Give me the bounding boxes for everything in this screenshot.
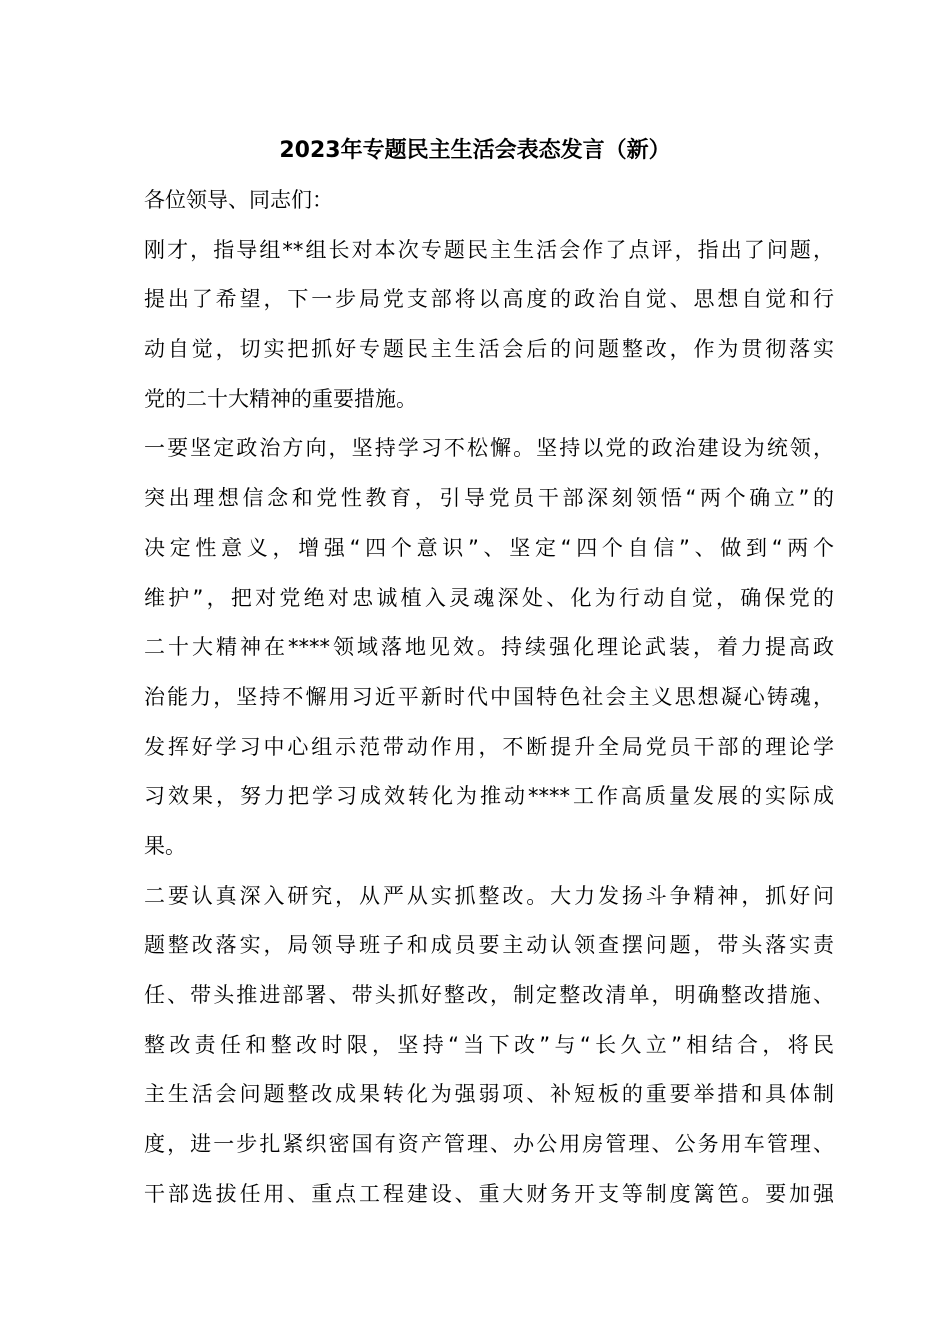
document-title: 2023年专题民主生活会表态发言（新） bbox=[279, 138, 671, 163]
paragraph-3-line-5: 主生活会问题整改成果转化为强弱项、补短板的重要举措和具体制 bbox=[144, 1082, 834, 1107]
paragraph-2-line-8: 习效果，努力把学习成效转化为推动****工作高质量发展的实际成 bbox=[144, 784, 834, 809]
document-body bbox=[144, 176, 834, 1219]
paragraph-1-line-4: 党的二十大精神的重要措施。 bbox=[144, 386, 417, 411]
paragraph-1-line-2: 提出了希望，下一步局党支部将以高度的政治自觉、思想自觉和行 bbox=[144, 287, 834, 312]
paragraph-2-line-3: 决定性意义，增强“四个意识”、坚定“四个自信”、做到“两个 bbox=[144, 535, 834, 560]
paragraph-3-line-3: 任、带头推进部署、带头抓好整改，制定整改清单，明确整改措施、 bbox=[144, 983, 834, 1007]
paragraph-3-line-7: 干部选拔任用、重点工程建设、重大财务开支等制度篱笆。要加强 bbox=[144, 1181, 834, 1206]
paragraph-2-line-4: 维护”，把对党绝对忠诚植入灵魂深处、化为行动自觉，确保党的 bbox=[144, 585, 834, 610]
paragraph-2-line-2: 突出理想信念和党性教育，引导党员干部深刻领悟“两个确立”的 bbox=[144, 486, 834, 511]
paragraph-1-line-1: 刚才，指导组**组长对本次专题民主生活会作了点评，指出了问题， bbox=[144, 237, 834, 262]
paragraph-2-line-5: 二十大精神在****领域落地见效。持续强化理论武装，着力提高政 bbox=[144, 635, 834, 660]
paragraph-3-line-6: 度，进一步扎紧织密国有资产管理、办公用房管理、公务用车管理、 bbox=[144, 1132, 834, 1157]
paragraph-2-line-9: 果。 bbox=[144, 833, 186, 858]
paragraph-2-line-7: 发挥好学习中心组示范带动作用，不断提升全局党员干部的理论学 bbox=[144, 734, 834, 759]
paragraph-2-line-1: 一要坚定政治方向，坚持学习不松懈。坚持以党的政治建设为统领， bbox=[144, 436, 834, 461]
paragraph-3-line-1: 二要认真深入研究，从严从实抓整改。大力发扬斗争精神，抓好问 bbox=[144, 883, 834, 908]
paragraph-3-line-2: 题整改落实，局领导班子和成员要主动认领查摆问题，带头落实责 bbox=[144, 933, 834, 958]
paragraph-2-line-6: 治能力，坚持不懈用习近平新时代中国特色社会主义思想凝心铸魂， bbox=[144, 684, 834, 709]
paragraph-3-line-4: 整改责任和整改时限，坚持“当下改”与“长久立”相结合，将民 bbox=[144, 1032, 834, 1057]
paragraph-1-line-3: 动自觉，切实把抓好专题民主生活会后的问题整改，作为贯彻落实 bbox=[144, 337, 834, 362]
salutation-line: 各位领导、同志们： bbox=[144, 188, 333, 212]
